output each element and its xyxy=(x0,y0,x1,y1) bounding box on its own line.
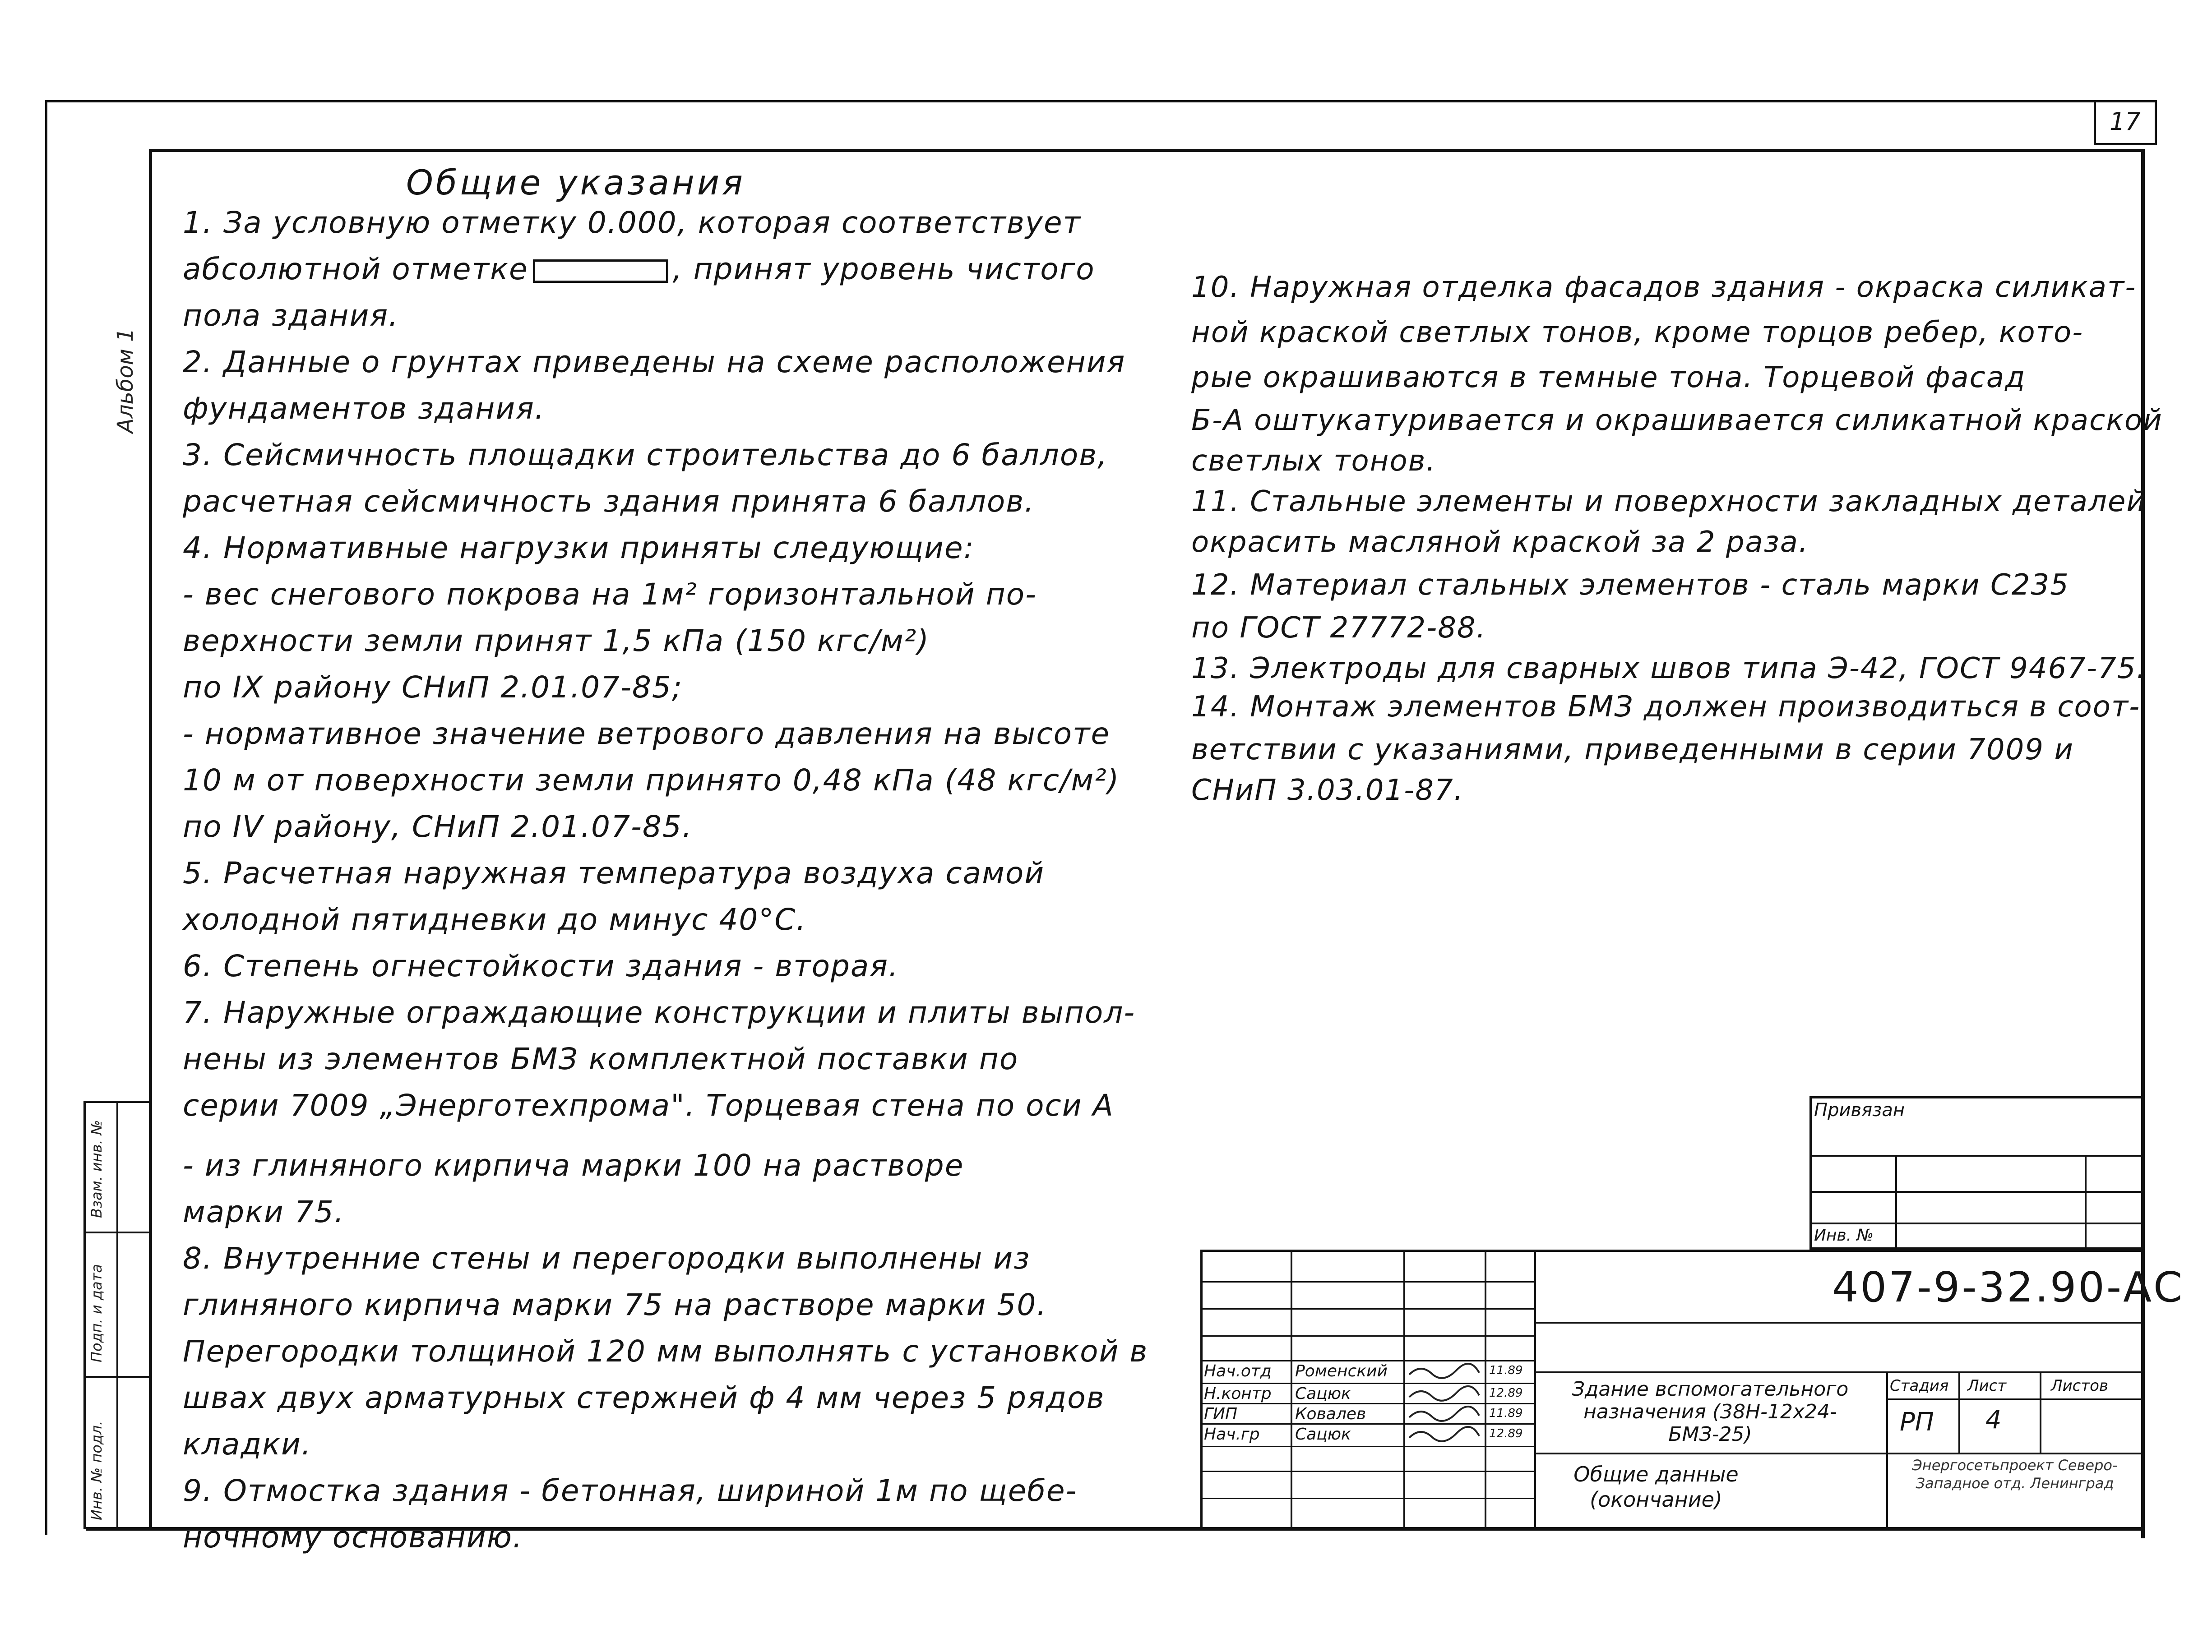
note-left-text: нены из элементов БМЗ комплектной поставки по xyxy=(183,1042,1019,1076)
note-right-line: Б-А оштукатуривается и окрашивается силикатной краской xyxy=(1191,404,2163,437)
tb-hline-10 xyxy=(1200,1498,1534,1499)
note-right-line: по ГОСТ 27772-88. xyxy=(1191,611,1486,645)
note-left-text: абсолютной отметке xyxy=(183,252,528,286)
note-right-line: СНиП 3.03.01-87. xyxy=(1191,774,1464,807)
note-left-line xyxy=(183,484,1035,519)
note-right-line: 13. Электроды для сварных швов типа Э-42, ГОСТ 9467-75. xyxy=(1191,652,2147,685)
signature-name: Ковалев xyxy=(1295,1405,1366,1423)
note-left-text: фундаментов здания. xyxy=(183,391,545,426)
signature-name: Сацюк xyxy=(1295,1425,1351,1444)
note-left-text: - вес снегового покрова на 1м² горизонтальной по- xyxy=(183,577,1037,612)
note-left-text: кладки. xyxy=(183,1427,312,1462)
note-left-line xyxy=(183,763,1120,798)
note-left-line xyxy=(183,1380,1105,1415)
note-left-text: глиняного кирпича марки 75 на растворе марки 50. xyxy=(183,1287,1047,1322)
sheet-title: Общие данные (окончание) xyxy=(1573,1462,1739,1512)
signature-scribble xyxy=(1407,1404,1484,1424)
note-left-line xyxy=(183,1241,1030,1276)
signature-name: Сацюк xyxy=(1295,1384,1351,1403)
note-left-text: марки 75. xyxy=(183,1195,345,1229)
tb-hline-9 xyxy=(1200,1471,1534,1472)
note-left-text: 7. Наружные ограждающие конструкции и плиты выпол- xyxy=(183,995,1136,1030)
note-left-line xyxy=(183,1195,345,1229)
note-right-line: 11. Стальные элементы и поверхности закладных деталей xyxy=(1191,485,2146,518)
organization: Энергосетьпроект Северо-Западное отд. Ленинград xyxy=(1912,1457,2118,1492)
note-left-line xyxy=(183,252,1095,286)
note-left-text: - нормативное значение ветрового давления на высоте xyxy=(183,716,1111,751)
side-stamp-line2: Подп. и дата xyxy=(88,1264,105,1362)
note-right-line: 14. Монтаж элементов БМЗ должен производиться в соот- xyxy=(1191,690,2141,724)
note-left-text: швах двух арматурных стержней ф 4 мм через 5 рядов xyxy=(183,1380,1105,1415)
signature-role: Н.контр xyxy=(1204,1384,1272,1403)
note-left-line xyxy=(183,949,899,983)
privyazan-line-1 xyxy=(1809,1155,2143,1157)
note-left-text: 3. Сейсмичность площадки строительства до 6 баллов, xyxy=(183,438,1108,472)
note-right-line: ной краской светлых тонов, кроме торцов ребер, кото- xyxy=(1191,316,2084,349)
note-left-text: расчетная сейсмичность здания принята 6 баллов. xyxy=(183,484,1035,519)
side-stamp-line1: Взам. инв. № xyxy=(88,1120,105,1218)
tb-vline-2 xyxy=(1403,1250,1405,1529)
tb-vline-4 xyxy=(1534,1250,1536,1529)
note-left-text: 1. За условную отметку 0.000, которая соответствует xyxy=(183,205,1081,240)
stage-value: РП xyxy=(1900,1407,1934,1437)
note-left-text: серии 7009 „Энерготехпрома". Торцевая стена по оси А xyxy=(183,1088,1114,1123)
note-left-line xyxy=(183,345,1125,379)
note-right-line: светлых тонов. xyxy=(1191,444,1436,478)
note-right-line: 12. Материал стальных элементов - сталь марки С235 xyxy=(1191,568,2069,602)
note-right-line: окрасить масляной краской за 2 раза. xyxy=(1191,526,1809,559)
signature-scribble xyxy=(1407,1361,1484,1381)
side-stamp-line3: Инв. № подл. xyxy=(88,1421,105,1520)
tb-stage-vline xyxy=(1886,1371,1888,1529)
note-left-line xyxy=(183,205,1081,240)
note-left-text: верхности земли принят 1,5 кПа (150 кгс/м²) xyxy=(183,623,930,658)
note-left-line xyxy=(183,391,545,426)
note-left-line xyxy=(183,1287,1047,1322)
note-left-text-post: , принят уровень чистого xyxy=(672,252,1095,286)
inv-no-label: Инв. № xyxy=(1814,1226,1874,1245)
sheet-value: 4 xyxy=(1985,1405,2002,1435)
note-left-line xyxy=(183,623,930,658)
note-left-text: 4. Нормативные нагрузки приняты следующие: xyxy=(183,531,975,565)
note-left-line xyxy=(183,1334,1148,1369)
tb-hline-5 xyxy=(1200,1383,1534,1384)
tb-hline-8 xyxy=(1200,1446,1534,1447)
tb-hline-2 xyxy=(1200,1308,1534,1310)
doc-code: 407-9-32.90-АС xyxy=(1832,1263,2184,1311)
note-left-line xyxy=(183,1473,1077,1508)
note-left-text: 8. Внутренние стены и перегородки выполнены из xyxy=(183,1241,1031,1276)
note-left-text: 10 м от поверхности земли принято 0,48 кПа (48 кгс/м²) xyxy=(183,763,1120,798)
tb-vline-3 xyxy=(1485,1250,1486,1529)
note-left-text: 2. Данные о грунтах приведены на схеме расположения xyxy=(183,345,1126,379)
note-left-text: по IV району, СНиП 2.01.07-85. xyxy=(183,809,693,844)
tb-code-row-line-2 xyxy=(1534,1371,2143,1373)
privyazan-vline-1 xyxy=(1895,1155,1897,1250)
album-label: Альбом 1 xyxy=(113,328,138,433)
note-left-text: - из глиняного кирпича марки 100 на растворе xyxy=(183,1148,964,1183)
note-left-line xyxy=(183,995,1135,1030)
signature-date: 12.89 xyxy=(1489,1386,1523,1400)
signature-role: Нач.гр xyxy=(1204,1425,1260,1444)
sheets-header: Листов xyxy=(2051,1377,2109,1395)
page-number: 17 xyxy=(2110,107,2141,136)
sheet-header: Лист xyxy=(1967,1377,2007,1395)
tb-sheet-vline xyxy=(1958,1371,1960,1453)
note-left-line xyxy=(183,902,806,937)
tb-vline-1 xyxy=(1291,1250,1292,1529)
tb-stage-header-line xyxy=(1886,1398,2143,1400)
side-stamp-divider-h1 xyxy=(83,1232,151,1233)
note-left-text: 9. Отмостка здания - бетонная, шириной 1м по щебе- xyxy=(183,1473,1078,1508)
note-left-line xyxy=(183,1042,1018,1076)
note-left-text: по IX району СНиП 2.01.07-85; xyxy=(183,670,683,705)
note-left-line xyxy=(183,298,399,333)
note-left-line xyxy=(183,1148,964,1183)
note-left-text: ночному основанию. xyxy=(183,1520,523,1555)
tb-hline-4 xyxy=(1200,1360,1534,1361)
tb-code-row-line xyxy=(1534,1322,2143,1324)
privyazan-vline-2 xyxy=(2085,1155,2087,1250)
note-left-text: Перегородки толщиной 120 мм выполнять с установкой в xyxy=(183,1334,1148,1369)
tb-name-row-line xyxy=(1534,1453,2143,1454)
note-left-line xyxy=(183,716,1110,751)
notes-title: Общие указания xyxy=(406,162,745,203)
side-stamp-divider-v xyxy=(116,1101,118,1529)
signature-role: Нач.отд xyxy=(1204,1362,1272,1380)
elevation-blank-box xyxy=(533,259,668,283)
building-name: Здание вспомогательного назначения (38Н-12х24-БМЗ-25) xyxy=(1572,1378,1849,1446)
tb-hline-3 xyxy=(1200,1335,1534,1337)
note-left-text: 6. Степень огнестойкости здания - вторая. xyxy=(183,949,899,983)
signature-date: 12.89 xyxy=(1489,1427,1523,1440)
tb-hline-6 xyxy=(1200,1403,1534,1404)
tb-sheets-vline xyxy=(2040,1371,2041,1453)
tb-hline-7 xyxy=(1200,1423,1534,1425)
note-left-text: пола здания. xyxy=(183,298,399,333)
note-left-line xyxy=(183,438,1108,472)
note-right-line: 10. Наружная отделка фасадов здания - окраска силикат- xyxy=(1191,271,2137,304)
note-left-line xyxy=(183,1427,312,1462)
note-left-text: 5. Расчетная наружная температура воздуха самой xyxy=(183,856,1045,891)
signature-name: Роменский xyxy=(1295,1362,1388,1380)
top-border-outer xyxy=(45,100,2157,102)
note-left-line xyxy=(183,856,1045,891)
note-right-line: рые окрашиваются в темные тона. Торцевой фасад xyxy=(1191,361,2026,394)
stage-header: Стадия xyxy=(1890,1377,1949,1395)
note-left-line xyxy=(183,531,975,565)
note-left-line xyxy=(183,1520,523,1555)
note-left-text: холодной пятидневки до минус 40°С. xyxy=(183,902,807,937)
signature-scribble xyxy=(1407,1384,1484,1403)
inner-frame-top xyxy=(149,149,2143,152)
note-left-line xyxy=(183,577,1037,612)
note-right-line: ветствии с указаниями, приведенными в серии 7009 и xyxy=(1191,733,2074,766)
note-left-line xyxy=(183,809,693,844)
tb-hline-1 xyxy=(1200,1281,1534,1283)
privyazan-line-3 xyxy=(1809,1223,2143,1224)
signature-date: 11.89 xyxy=(1489,1407,1523,1420)
left-border-outer xyxy=(45,100,47,1535)
side-stamp-divider-h2 xyxy=(83,1376,151,1378)
note-left-line xyxy=(183,670,683,705)
note-left-line xyxy=(183,1088,1114,1123)
signature-date: 11.89 xyxy=(1489,1364,1523,1377)
signature-role: ГИП xyxy=(1204,1405,1238,1423)
privyazan-line-2 xyxy=(1809,1191,2143,1193)
signature-scribble xyxy=(1407,1424,1484,1444)
privyazan-label: Привязан xyxy=(1814,1100,1905,1121)
